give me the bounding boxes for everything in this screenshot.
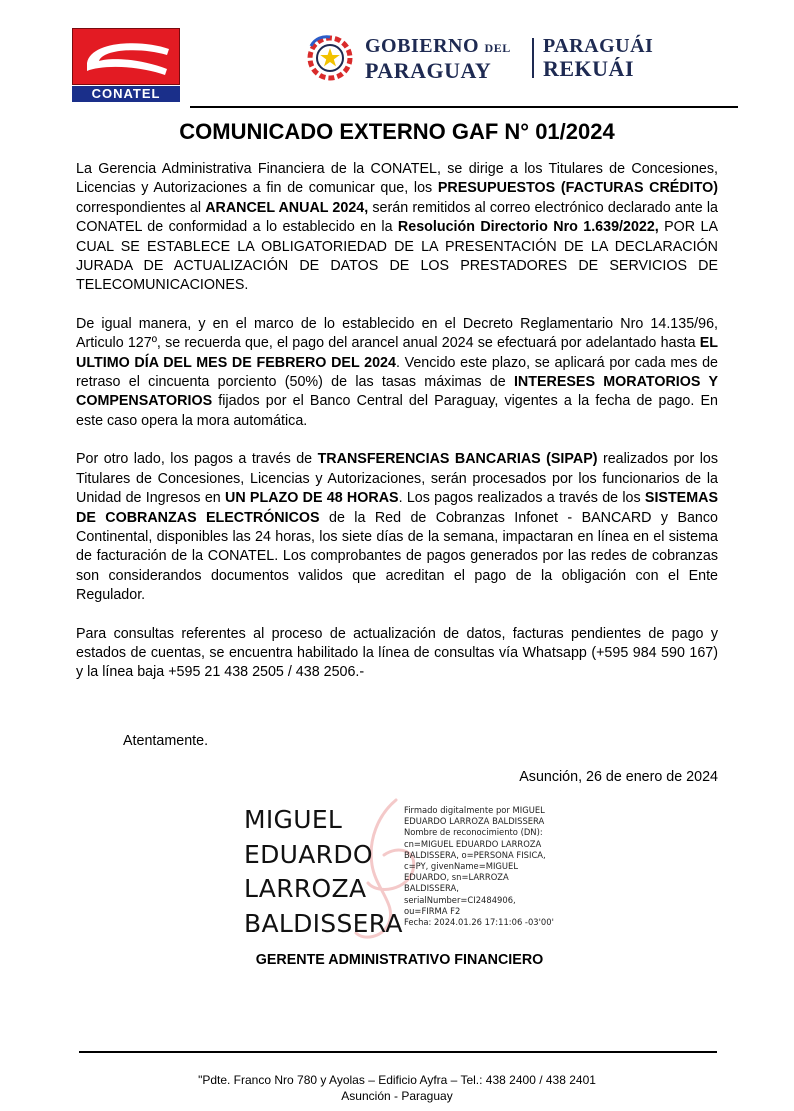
signature-detail-line: ou=FIRMA F2 — [404, 905, 461, 916]
paragraph-1 — [76, 160, 718, 296]
signer-role: GERENTE ADMINISTRATIVO FINANCIERO — [255, 952, 544, 968]
conatel-logo-emblem — [72, 28, 180, 85]
place-and-date: Asunción, 26 de enero de 2024 — [519, 769, 718, 785]
p3-bold-3: SISTEMAS DE COBRANZAS ELECTRÓNICOS — [76, 490, 718, 526]
gov-logo-divider — [532, 38, 534, 78]
signature-detail-line: Fecha: 2024.01.26 17:11:06 -03'00' — [404, 917, 554, 928]
signature-detail-line: Firmado digitalmente por MIGUEL — [404, 805, 545, 815]
signer-name-line: LARROZA — [244, 874, 367, 903]
signer-name — [244, 803, 403, 941]
signer-name-line: MIGUEL — [244, 805, 343, 834]
p2-text-1: De igual manera, y en el marco de lo establecido en el Decreto Reglamentario Nro 14.135/96, Articulo 127º, se recuerda que, el pago del arancel anual 2024 se efectuará por adelantado hasta — [76, 315, 718, 352]
conatel-logo — [72, 28, 180, 102]
signature-detail-line: EDUARDO, sn=LARROZA — [404, 872, 509, 883]
signature-detail-line: BALDISSERA, — [404, 883, 459, 894]
p4-text-1: Para consultas referentes al proceso de actualización de datos, facturas pendientes de pago y estados de cuentas, se encuentra habilitado la línea de consultas vía Whatsapp (+595 984 590 167) y la línea baja +595 21 438 2505 / 438 2506.- — [76, 625, 718, 681]
paragraph-4 — [76, 625, 718, 683]
national-emblem-icon — [303, 34, 357, 82]
conatel-swoosh-icon — [81, 35, 173, 81]
p2-bold-1: EL ULTIMO DÍA DEL MES DE FEBRERO DEL 2024 — [76, 335, 718, 371]
p1-text-3: serán remitidos al correo electrónico declarado ante la CONATEL de conformidad a lo establecido en la — [76, 199, 719, 236]
p1-text-4: POR LA CUAL SE ESTABLECE LA OBLIGATORIEDAD DE LA PRESENTACIÓN DE LA DECLARACIÓN JURADA DE ACTUALIZACIÓN DE DATOS DE LOS PRESTADORES DE SERVICIOS DE TELECOMUNICACIONES. — [76, 219, 718, 294]
gov-line1: GOBIERNO — [365, 35, 480, 57]
p1-bold-3: Resolución Directorio Nro 1.639/2022, — [397, 219, 659, 236]
footer-city: Asunción - Paraguay — [341, 1089, 453, 1103]
document-title: COMUNICADO EXTERNO GAF N° 01/2024 — [179, 119, 615, 144]
signature-detail-line: Nombre de reconocimiento (DN): — [404, 827, 543, 838]
closing-salutation: Atentamente. — [123, 733, 209, 749]
p3-text-1: Por otro lado, los pagos a través de — [76, 451, 318, 468]
header-divider — [190, 106, 738, 108]
signature-detail-line: c=PY, givenName=MIGUEL — [404, 861, 518, 872]
signer-name-line: BALDISSERA — [244, 908, 403, 938]
paragraph-2 — [76, 315, 718, 431]
p3-bold-2: UN PLAZO DE 48 HORAS — [225, 490, 399, 507]
p3-text-4: de la Red de Cobranzas Infonet - BANCARD y Banco Continental, disponibles las 24 horas, los siete días de la semana, impactaran en línea en el sistema de facturación de la CONATEL. Los comprobantes de pagos generados por las redes de cobranzas son considerandos documentos validos que acreditan el pago de la obligación con el Ente Regulador. — [76, 509, 718, 604]
gov-line1-small: DEL — [484, 41, 511, 55]
footer-address: "Pdte. Franco Nro 780 y Ayolas – Edificio Ayfra – Tel.: 438 2400 / 438 2401 — [198, 1073, 596, 1087]
signer-name-line: EDUARDO — [244, 839, 373, 869]
gov-line2: PARAGUAY — [365, 58, 492, 83]
p2-text-3: fijados por el Banco Central del Paraguay, vigentes a la fecha de pago. En este caso opera la mora automática. — [76, 393, 718, 429]
gobierno-paraguay-logo — [303, 32, 673, 84]
p1-bold-1: PRESUPUESTOS (FACTURAS CRÉDITO) — [437, 180, 718, 197]
p2-text-2: . Vencido este plazo, se aplicará por cada mes de retraso el cincuenta porciento (50%) de las tasas máximas de — [76, 354, 718, 391]
p3-bold-1: TRANSFERENCIAS BANCARIAS (SIPAP) — [317, 451, 598, 468]
p3-text-2: realizados por los Titulares de Concesiones, Licencias y Autorizaciones, serán procesados por los funcionarios de la Unidad de Ingresos en — [76, 451, 718, 507]
gov-name-guarani — [543, 35, 653, 81]
footer-divider — [79, 1051, 717, 1053]
conatel-logo-text: CONATEL — [72, 86, 180, 102]
digital-signature-details — [404, 805, 574, 928]
p3-text-3: . Los pagos realizados a través de los — [398, 490, 645, 507]
signature-detail-line: EDUARDO LARROZA BALDISSERA — [404, 816, 545, 827]
p1-bold-2: ARANCEL ANUAL 2024, — [205, 199, 369, 216]
gov-guarani-line2: REKUÁI — [543, 56, 635, 81]
signature-detail-line: cn=MIGUEL EDUARDO LARROZA — [404, 838, 542, 849]
gov-guarani-line1: PARAGUÁI — [543, 35, 654, 57]
p2-bold-2: INTERESES MORATORIOS Y COMPENSATORIOS — [76, 374, 718, 410]
p1-text-1: La Gerencia Administrativa Financiera de la CONATEL, se dirige a los Titulares de Concesiones, Licencias y Autorizaciones a fin de comunicar que, los — [76, 161, 718, 197]
paragraph-3 — [76, 450, 718, 605]
p1-text-2: correspondientes al — [76, 199, 206, 216]
document-body — [76, 160, 718, 683]
signature-detail-line: serialNumber=CI2484906, — [404, 894, 516, 905]
gov-name — [365, 35, 511, 83]
signature-detail-line: BALDISSERA, o=PERSONA FISICA, — [404, 849, 546, 860]
